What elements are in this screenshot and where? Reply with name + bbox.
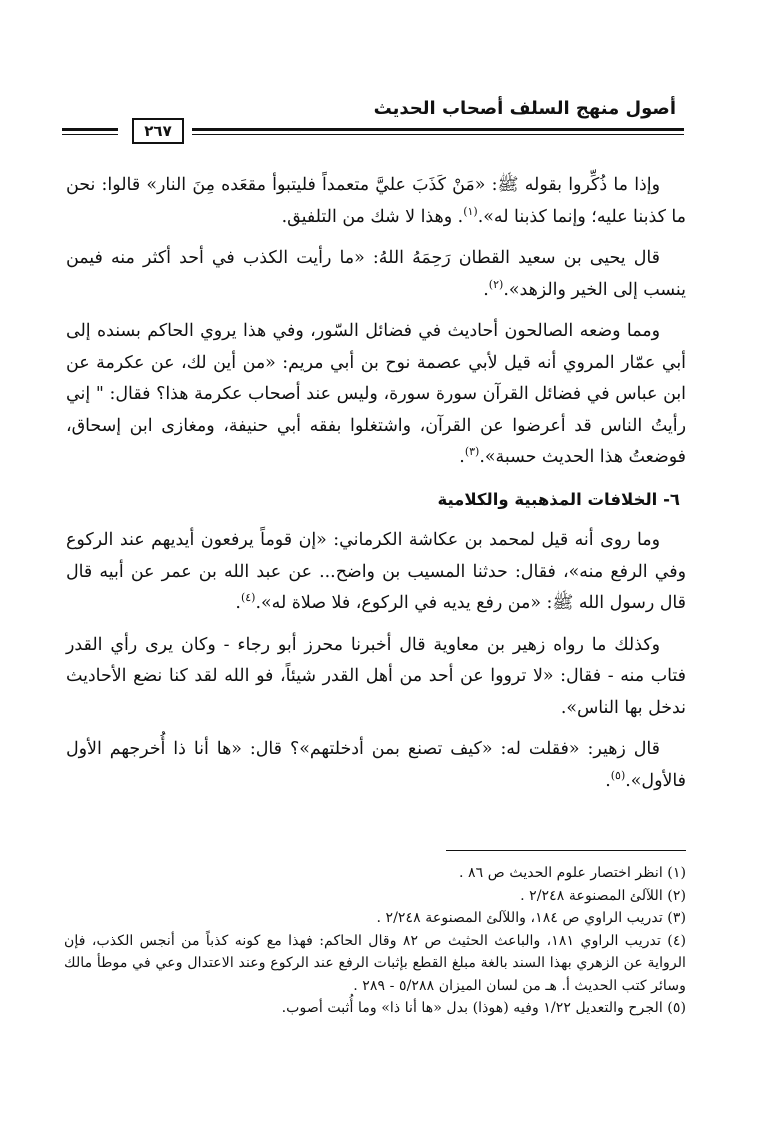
footnotes [64, 862, 686, 1020]
page-header [62, 88, 684, 148]
page-number: ٢٦٧ [132, 118, 184, 144]
paragraph: وكذلك ما رواه زهير بن معاوية قال أخبرنا محرز أبو رجاء - وكان يرى رأي القدر فتاب منه - فقال: «لا ترووا عن أحد من أهل القدر شيئاً، فو الله لقد كنا نضع الأحاديث ندخل بها الناس». [66, 634, 686, 718]
header-rule-short [62, 128, 118, 135]
footnote-marker: (٤) [240, 591, 256, 605]
footnote: (٣) تدريب الراوي ص ١٨٤، واللآلئ المصنوعة ٢/٢٤٨ . [376, 910, 686, 926]
running-title: أصول منهج السلف أصحاب الحديث [373, 98, 676, 119]
footnote-separator [446, 850, 686, 851]
footnote: (٢) اللآلئ المصنوعة ٢/٢٤٨ . [520, 887, 686, 904]
paragraph: قال يحيى بن سعيد القطان رَحِمَهُ اللهُ: «ما رأيت الكذب في أحد أكثر منه فيمن ينسب إلى الخير والزهد».$^{(٢)}$. [66, 248, 686, 300]
footnote: (١) انظر اختصار علوم الحديث ص ٨٦ . [458, 865, 686, 881]
footnote: (٤) تدريب الراوي ١٨١، والباعث الحثيث ص ٨٢ وقال الحاكم: فهذا مع كونه كذباً من أنجس الكذب، فإن الرواية عن الزهري بهذا السند بالغة مبلغ القطع بإثبات الرفع عند الركوع وعند الاعتدال وعي في موطأ مالك وسائر كتب الحديث أ. هـ من لسان الميزان ٥/٢٨٨ - ٢٨٩ . [64, 932, 686, 994]
footnote-marker: (٢) [488, 277, 504, 291]
footnote-marker: (٥) [610, 768, 626, 782]
paragraph: قال زهير: «فقلت له: «كيف تصنع بمن أدخلتهم»؟ قال: «ها أنا ذا أُخرجهم الأول فالأول».$^{(٥)}$. [66, 739, 686, 791]
section-heading: ٦- الخلافات المذهبية والكلامية [437, 489, 680, 509]
header-rule [192, 128, 684, 135]
paragraph: ومما وضعه الصالحون أحاديث في فضائل السّور، وفي هذا يروي الحاكم بسنده إلى أبي عمّار المروي أنه قيل لأبي عصمة نوح بن أبي مريم: «من أين لك، عن عكرمة عن ابن عباس في فضائل القرآن سورة سورة، وليس عند أصحاب عكرمة هذا؟ فقال: " إني رأيتُ الناس قد أعرضوا عن القرآن، واشتغلوا بفقه أبي حنيفة، ومغازى ابن إسحاق، فوضعتُ هذا الحديث حسبة».$^{(٣)}$. [66, 321, 686, 467]
paragraph: وما روى أنه قيل لمحمد بن عكاشة الكرماني: «إن قوماً يرفعون أيديهم عند الركوع وفي الرفع منه»، فقال: حدثنا المسيب بن واضح... عن عبد الله بن عمر عن أبيه قال قال رسول الله ﷺ: «من رفع يديه في الركوع، فلا صلاة له».$^{(٤)}$. [66, 530, 686, 613]
footnote-marker: (٣) [464, 445, 480, 459]
main-text [66, 170, 686, 807]
paragraph: وإذا ما ذُكِّروا بقوله ﷺ: «مَنْ كَذَبَ عليَّ متعمداً فليتبوأ مقعَده مِنَ النار» قالوا: نحن ما كذبنا عليه؛ وإنما كذبنا له».$^{(١)}$. وهذا لا شك من التلفيق. [66, 175, 686, 227]
footnote: (٥) الجرح والتعديل ١/٢٢ وفيه (هوذا) بدل «ها أنا ذا» وما أُثبت أصوب. [281, 1000, 686, 1016]
footnote-marker: (١) [463, 204, 478, 218]
